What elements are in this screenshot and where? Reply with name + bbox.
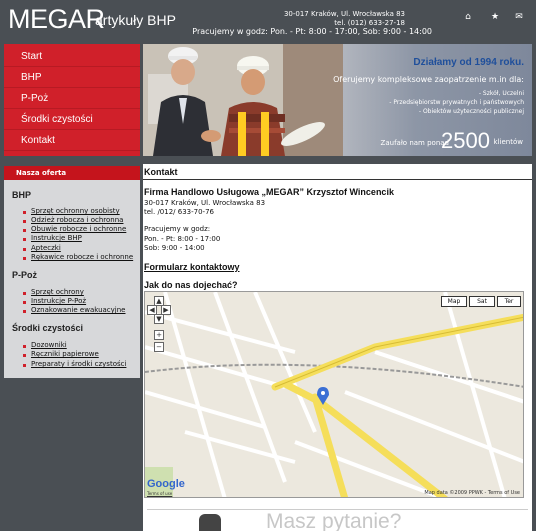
nav-item-bhp[interactable]: BHP — [4, 67, 140, 88]
header — [0, 0, 536, 40]
contact-form-link[interactable]: Formularz kontaktowy — [144, 262, 240, 272]
banner-list-item: - Przedsiębiorstw prywatnych i państwowych — [389, 99, 524, 106]
map-terms-link[interactable]: Terms of use — [147, 491, 173, 496]
sidebar-link[interactable]: Instrukcje BHP — [31, 234, 82, 242]
sidebar-link[interactable]: Dozowniki — [31, 341, 67, 349]
sidebar-category-ppoz[interactable]: P-Poż — [12, 270, 38, 280]
page-title: Kontakt — [144, 167, 178, 177]
header-phone: tel. (012) 633-27-18 — [334, 19, 405, 27]
sidebar-link[interactable]: Apteczki — [31, 244, 61, 252]
workers-illustration — [143, 44, 343, 156]
header-hours: Pracujemy w godz: Pon. - Pt: 8:00 - 17:00, Sob: 9:00 - 14:00 — [192, 27, 432, 36]
phone-icon — [199, 514, 221, 531]
sidebar-link[interactable]: Sprzęt ochronny osobisty — [31, 207, 120, 215]
banner-trust-label: Zaufało nam ponad — [380, 139, 449, 147]
sidebar-heading: Nasza oferta — [4, 166, 140, 180]
hours-saturday: Sob: 9:00 - 14:00 — [144, 244, 205, 252]
banner-photo — [143, 44, 343, 156]
sidebar-link[interactable]: Preparaty i środki czystości — [31, 360, 127, 368]
map-type-ter-button[interactable]: Ter — [497, 296, 521, 307]
hours-weekday: Pon. - Pt: 8:00 - 17:00 — [144, 235, 221, 243]
sidebar-link[interactable]: Oznakowanie ewakuacyjne — [31, 306, 126, 314]
company-phone: tel. /012/ 633-70-76 — [144, 208, 214, 216]
nav-item-ppoz[interactable]: P-Poż — [4, 88, 140, 109]
sidebar-link[interactable]: Odzież robocza i ochronna — [31, 216, 124, 224]
bookmark-icon[interactable]: ★ — [490, 12, 500, 22]
sidebar-link[interactable]: Instrukcje P-Poż — [31, 297, 87, 305]
logo-subtitle: artykuły BHP — [95, 12, 176, 28]
sidebar-link[interactable]: Obuwie robocze i ochronne — [31, 225, 127, 233]
map-type-sat-button[interactable]: Sat — [469, 296, 495, 307]
banner-list-item: - Szkół, Uczelni — [478, 90, 524, 97]
directions-heading: Jak do nas dojechać? — [144, 280, 238, 290]
zoom-out-icon[interactable]: − — [154, 342, 164, 352]
pan-left-icon[interactable]: ◀ — [147, 305, 157, 315]
sidebar — [4, 166, 140, 378]
map-data-notice: Map data ©2009 PPWK - Terms of Use — [424, 490, 520, 496]
logo[interactable]: MEGAR — [8, 4, 105, 34]
banner-list-item: - Obiektów użyteczności publicznej — [418, 108, 524, 115]
sidebar-link[interactable]: Sprzęt ochrony — [31, 288, 84, 296]
company-name: Firma Handlowo Usługowa „MEGAR” Krzysztof Wincencik — [144, 187, 394, 197]
map-canvas[interactable] — [145, 292, 524, 498]
title-divider — [143, 179, 532, 180]
google-map[interactable] — [144, 291, 524, 498]
banner-title: Działamy od 1994 roku. — [413, 57, 524, 68]
banner-clients-label: klientów — [493, 138, 523, 146]
sidebar-category-srodki[interactable]: Środki czystości — [12, 323, 84, 333]
question-banner[interactable] — [147, 509, 528, 531]
home-icon[interactable]: ⌂ — [465, 12, 471, 22]
sidebar-category-bhp[interactable]: BHP — [12, 190, 32, 200]
banner — [143, 44, 532, 156]
zoom-in-icon[interactable]: + — [154, 330, 164, 340]
nav-item-start[interactable]: Start — [4, 46, 140, 67]
nav-item-kontakt[interactable]: Kontakt — [4, 130, 140, 151]
google-logo[interactable]: Google — [147, 478, 185, 490]
sidebar-link[interactable]: Rękawice robocze i ochronne — [31, 253, 134, 261]
pan-down-icon[interactable]: ▼ — [154, 314, 164, 324]
hours-label: Pracujemy w godz: — [144, 225, 211, 233]
sidebar-link[interactable]: Ręczniki papierowe — [31, 350, 99, 358]
main-nav — [4, 44, 140, 156]
pan-right-icon[interactable]: ▶ — [161, 305, 171, 315]
banner-client-count: 2500 — [441, 128, 490, 153]
map-type-map-button[interactable]: Map — [441, 296, 467, 307]
company-address: 30-017 Kraków, Ul. Wrocławska 83 — [144, 199, 266, 207]
main-content — [143, 164, 532, 531]
header-address: 30-017 Kraków, Ul. Wrocławska 83 — [283, 10, 405, 18]
banner-lead: Oferujemy kompleksowe zaopatrzenie m.in dla: — [333, 75, 524, 84]
nav-item-srodki[interactable]: Środki czystości — [4, 109, 140, 130]
pan-up-icon[interactable]: ▲ — [154, 296, 164, 306]
question-heading: Masz pytanie? — [266, 510, 402, 531]
mail-icon[interactable]: ✉ — [515, 12, 523, 22]
